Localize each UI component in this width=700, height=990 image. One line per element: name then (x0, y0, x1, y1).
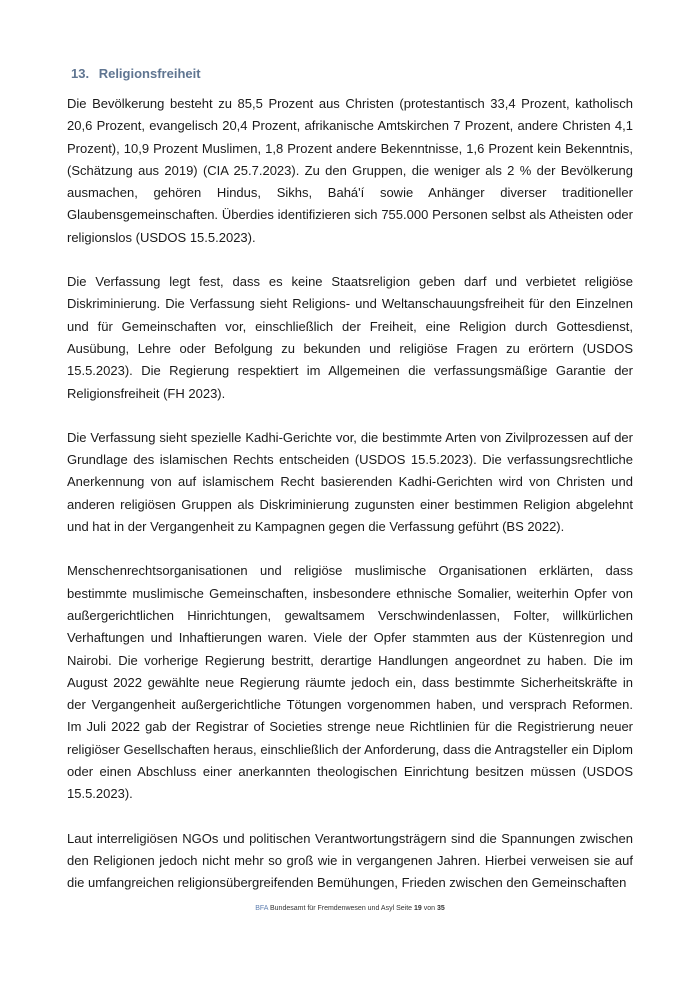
footer-page-total: 35 (437, 905, 445, 912)
paragraph-human-rights: Menschenrechtsorganisationen und religiöse muslimische Organisationen erklärten, dass bestimmte muslimische Gemeinschaften, insbesondere ethnische Somalier, weiterhin Opfer von außergerichtlichen Hinrichtungen, gewaltsamem Verschwindenlassen, Folter, willkürlichen Verhaftungen und Inhaftierungen waren. Viele der Opfer stammten aus der Küstenregion und Nairobi. Die vorherige Regierung bestritt, derartige Handlungen angeordnet zu haben. Die im August 2022 gewählte neue Regierung räumte jedoch ein, dass bestimmte Sicherheitskräfte in der Vergangenheit außergerichtliche Tötungen vorgenommen haben, und versprach Reformen. Im Juli 2022 gab der Registrar of Societies strenge neue Richtlinien für die Registrierung neuer religiöser Gesellschaften heraus, einschließlich der Anforderung, dass die Antragsteller ein Diplom oder einen Abschluss einer anerkannten theologischen Einrichtung besitzen müssen (USDOS 15.5.2023). (67, 563, 633, 802)
brand-logo: BFA (255, 905, 269, 912)
footer-org: Bundesamt für Fremdenwesen und Asyl (270, 905, 395, 912)
footer-page-of: von (423, 905, 436, 912)
section-number: 13. (71, 66, 90, 81)
section-heading (71, 64, 633, 84)
footer-page-current: 19 (414, 905, 422, 912)
paragraph-interreligious: Laut interreligiösen NGOs und politischen Verantwortungsträgern sind die Spannungen zwischen den Religionen jedoch nicht mehr so groß wie in vergangenen Jahren. Hierbei verweisen sie auf die umfangreichen religionsübergreifenden Bemühungen, Frieden zwischen den Gemeinschaften (67, 830, 633, 891)
paragraph-population: Die Bevölkerung besteht zu 85,5 Prozent aus Christen (protestantisch 33,4 Prozent, katholisch 20,6 Prozent, evangelisch 20,4 Prozent, afrikanische Amtskirchen 7 Prozent, andere Christen 4,1 Prozent), 10,9 Prozent Muslimen, 1,8 Prozent andere Bekenntnisse, 1,6 Prozent kein Bekenntnis, (Schätzung aus 2019) (CIA 25.7.2023). Zu den Gruppen, die weniger als 2 % der Bevölkerung ausmachen, gehören Hindus, Sikhs, Bahá'í sowie Anhänger diverser traditioneller Glaubensgemeinschaften. Überdies identifizieren sich 755.000 Personen selbst als Atheisten oder religionslos (USDOS 15.5.2023). (67, 96, 633, 245)
footer-page-label: Seite (396, 905, 413, 912)
document-page (67, 64, 633, 917)
paragraph-kadhi-courts: Die Verfassung sieht spezielle Kadhi-Gerichte vor, die bestimmte Arten von Zivilprozessen auf der Grundlage des islamischen Rechts entscheiden (USDOS 15.5.2023). Die verfassungsrechtliche Anerkennung von auf islamischem Recht basierenden Kadhi-Gerichten wird von Christen und anderen religiösen Gruppen als Diskriminierung zugunsten einer bestimmen Religion abgelehnt und hat in der Vergangenheit zu Kampagnen gegen die Verfassung geführt (BS 2022). (67, 429, 633, 535)
page-footer (0, 905, 700, 912)
paragraph-constitution: Die Verfassung legt fest, dass es keine Staatsreligion geben darf und verbietet religiöse Diskriminierung. Die Verfassung sieht Religions- und Weltanschauungsfreiheit für den Einzelnen und für Gemeinschaften vor, einschließlich der Freiheit, eine Religion durch Gottesdienst, Ausübung, Lehre oder Befolgung zu bekunden und religiöse Fragen zu erörtern (USDOS 15.5.2023). Die Regierung respektiert im Allgemeinen die verfassungsmäßige Garantie der Religionsfreiheit (FH 2023). (67, 274, 633, 401)
section-title: Religionsfreiheit (98, 66, 201, 81)
